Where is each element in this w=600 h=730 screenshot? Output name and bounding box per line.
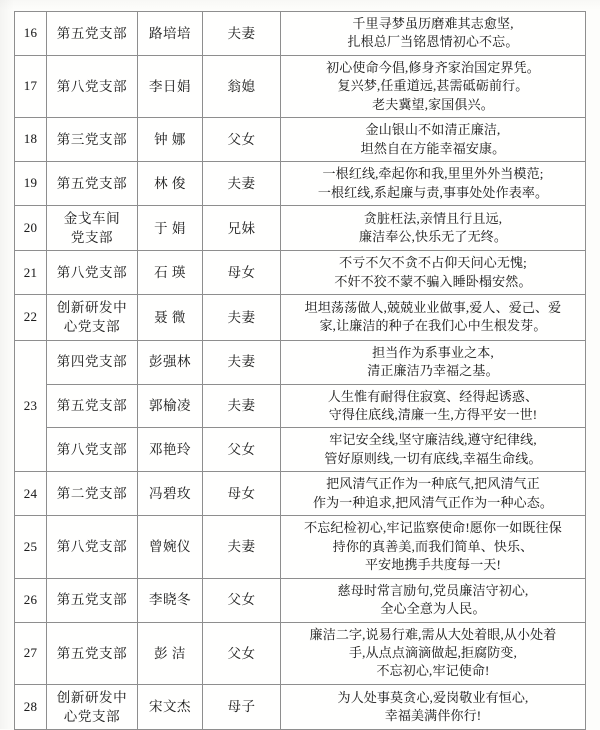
cell-relation: 父女	[203, 622, 281, 684]
table-row	[15, 251, 586, 295]
branch-line: 第八党支部	[56, 265, 128, 281]
table-row	[15, 622, 586, 684]
cell-branch	[47, 12, 138, 56]
cell-branch	[47, 251, 138, 295]
content-line: 持你的真善美,而我们简单、快乐、	[332, 538, 534, 554]
table-row	[15, 340, 586, 384]
content-line: 管好原则线,一切有底线,幸福生命线。	[324, 450, 542, 466]
content-line: 坦坦荡荡做人,兢兢业业做事,爱人、爱己、爱	[304, 300, 562, 315]
cell-index: 17	[15, 55, 47, 117]
cell-relation: 夫妻	[203, 12, 281, 56]
branch-line: 第三党支部	[56, 132, 128, 148]
cell-name: 彭 洁	[138, 622, 203, 684]
content-line: 不忘纪检初心,牢记监察使命!愿你一如既往保	[304, 520, 562, 536]
content-line: 人生惟有耐得住寂寞、经得起诱惑、	[327, 388, 539, 404]
content-line: 幸福美满伴你行!	[384, 708, 482, 724]
cell-relation: 夫妻	[203, 295, 281, 340]
cell-content	[281, 428, 586, 472]
cell-name: 于 娟	[138, 206, 203, 251]
cell-name: 石 瑛	[138, 251, 203, 295]
cell-index: 24	[15, 472, 47, 516]
branch-line: 金戈车间	[63, 211, 121, 227]
cell-name: 李日娟	[138, 55, 203, 117]
branch-line: 第五党支部	[56, 645, 128, 661]
content-line: 一根红线,系起廉与责,事事处处作表率。	[317, 184, 549, 200]
table-row	[15, 516, 586, 578]
cell-branch	[47, 384, 138, 428]
cell-index: 18	[15, 118, 47, 162]
pledge-table	[14, 11, 586, 730]
cell-relation: 父女	[203, 428, 281, 472]
table-row	[15, 118, 586, 162]
content-line: 全心全意为人民。	[380, 601, 486, 617]
cell-relation: 父女	[203, 118, 281, 162]
table-body	[15, 12, 586, 730]
cell-branch	[47, 295, 138, 340]
cell-content	[281, 55, 586, 117]
cell-content	[281, 578, 586, 622]
cell-index: 28	[15, 684, 47, 729]
branch-line: 心党支部	[63, 709, 121, 725]
content-line: 清正廉洁乃幸福之基。	[367, 363, 499, 379]
content-line: 复兴梦,任重道远,甚需砥砺前行。	[337, 78, 529, 94]
content-line: 初心使命今倡,修身齐家治国定界凭。	[326, 59, 540, 75]
cell-branch	[47, 162, 138, 206]
cell-name: 冯碧玫	[138, 472, 203, 516]
branch-line: 第五党支部	[56, 25, 128, 41]
cell-name: 林 俊	[138, 162, 203, 206]
table-row	[15, 55, 586, 117]
branch-line: 创新研发中	[56, 300, 128, 316]
branch-line: 第五党支部	[56, 398, 128, 414]
table-row	[15, 295, 586, 340]
cell-name: 宋文杰	[138, 684, 203, 729]
cell-relation: 翁媳	[203, 55, 281, 117]
branch-line: 第八党支部	[56, 539, 128, 555]
cell-name: 路培培	[138, 12, 203, 56]
cell-branch	[47, 428, 138, 472]
branch-line: 第五党支部	[56, 176, 128, 192]
cell-content	[281, 295, 586, 340]
content-line: 扎根总厂当铭恩情初心不忘。	[347, 34, 519, 50]
cell-content	[281, 118, 586, 162]
content-line: 廉洁二字,说易行难,需从大处着眼,从小处着	[309, 626, 557, 642]
cell-relation: 夫妻	[203, 384, 281, 428]
cell-relation: 夫妻	[203, 340, 281, 384]
cell-content	[281, 384, 586, 428]
table-row	[15, 578, 586, 622]
cell-name: 聂 微	[138, 295, 203, 340]
cell-content	[281, 162, 586, 206]
cell-relation: 父女	[203, 578, 281, 622]
cell-index: 16	[15, 12, 47, 56]
content-line: 平安地携手共度每一天!	[365, 557, 501, 573]
cell-branch	[47, 55, 138, 117]
content-line: 牢记安全线,坚守廉洁线,遵守纪律线,	[329, 432, 537, 448]
cell-content	[281, 622, 586, 684]
cell-content	[281, 340, 586, 384]
branch-line: 第八党支部	[56, 79, 128, 94]
table-row	[15, 684, 586, 729]
table-row	[15, 428, 586, 472]
cell-branch	[47, 622, 138, 684]
cell-content	[281, 516, 586, 578]
content-line: 老夫冀望,家国俱兴。	[372, 96, 494, 112]
cell-name: 曾婉仪	[138, 516, 203, 578]
cell-content	[281, 684, 586, 729]
cell-branch	[47, 472, 138, 516]
cell-name: 郭榆凌	[138, 384, 203, 428]
content-line: 不忘初心,牢记使命!	[376, 663, 490, 679]
content-line: 金山银山不如清正廉洁,	[365, 122, 501, 138]
content-line: 慈母时常言励句,党员廉洁守初心,	[337, 582, 529, 598]
branch-line: 第八党支部	[56, 442, 128, 458]
cell-relation: 夫妻	[203, 516, 281, 578]
cell-index: 21	[15, 251, 47, 295]
content-line: 为人处事莫贪心,爱岗敬业有恒心,	[337, 689, 529, 705]
table-row	[15, 162, 586, 206]
cell-branch	[47, 684, 138, 729]
cell-index: 27	[15, 622, 47, 684]
cell-branch	[47, 516, 138, 578]
content-line: 不奸不狡不蒙不骗入睡卧榻安然。	[334, 273, 532, 289]
cell-name: 钟 娜	[138, 118, 203, 162]
cell-name: 彭强林	[138, 340, 203, 384]
cell-relation: 母子	[203, 684, 281, 729]
cell-index: 22	[15, 295, 47, 340]
branch-line: 党支部	[70, 230, 114, 246]
branch-line: 创新研发中	[56, 689, 128, 705]
cell-relation: 母女	[203, 251, 281, 295]
cell-index: 23	[15, 340, 47, 472]
table-row	[15, 206, 586, 251]
content-line: 作为一种追求,把风清气正作为一种心态。	[312, 494, 554, 510]
branch-line: 第二党支部	[56, 486, 128, 502]
cell-branch	[47, 118, 138, 162]
cell-relation: 母女	[203, 472, 281, 516]
cell-content	[281, 206, 586, 251]
content-line: 把风清气正作为一种底气,把风清气正	[326, 476, 540, 492]
content-line: 担当作为系事业之本,	[372, 344, 494, 360]
cell-relation: 兄妹	[203, 206, 281, 251]
content-line: 守得住底线,清廉一生,方得平安一世!	[328, 406, 538, 422]
cell-content	[281, 12, 586, 56]
cell-name: 李晓冬	[138, 578, 203, 622]
table-row	[15, 472, 586, 516]
table-row	[15, 12, 586, 56]
cell-branch	[47, 206, 138, 251]
content-line: 廉洁奉公,快乐无了无终。	[358, 229, 508, 245]
content-line: 手,从点点滴滴做起,拒腐防变,	[348, 644, 517, 660]
content-line: 家,让廉洁的种子在我们心中生根发芽。	[319, 318, 547, 334]
content-line: 贪脏枉法,亲情且行且远,	[363, 210, 503, 226]
content-line: 坦然自在方能幸福安康。	[360, 140, 506, 156]
cell-branch	[47, 578, 138, 622]
cell-index: 20	[15, 206, 47, 251]
cell-relation: 夫妻	[203, 162, 281, 206]
branch-line: 第四党支部	[56, 354, 128, 370]
table-row	[15, 384, 586, 428]
cell-branch	[47, 340, 138, 384]
cell-index: 26	[15, 578, 47, 622]
branch-line: 第五党支部	[56, 592, 128, 608]
cell-content	[281, 251, 586, 295]
content-line: 千里寻梦虽历磨难其志愈坚,	[352, 16, 514, 31]
cell-index: 25	[15, 516, 47, 578]
content-line: 不亏不欠不贪不占仰天问心无愧;	[339, 255, 527, 271]
cell-content	[281, 472, 586, 516]
branch-line: 心党支部	[63, 319, 121, 335]
content-line: 一根红线,牵起你和我,里里外外当模范;	[322, 166, 544, 182]
cell-index: 19	[15, 162, 47, 206]
cell-name: 邓艳玲	[138, 428, 203, 472]
